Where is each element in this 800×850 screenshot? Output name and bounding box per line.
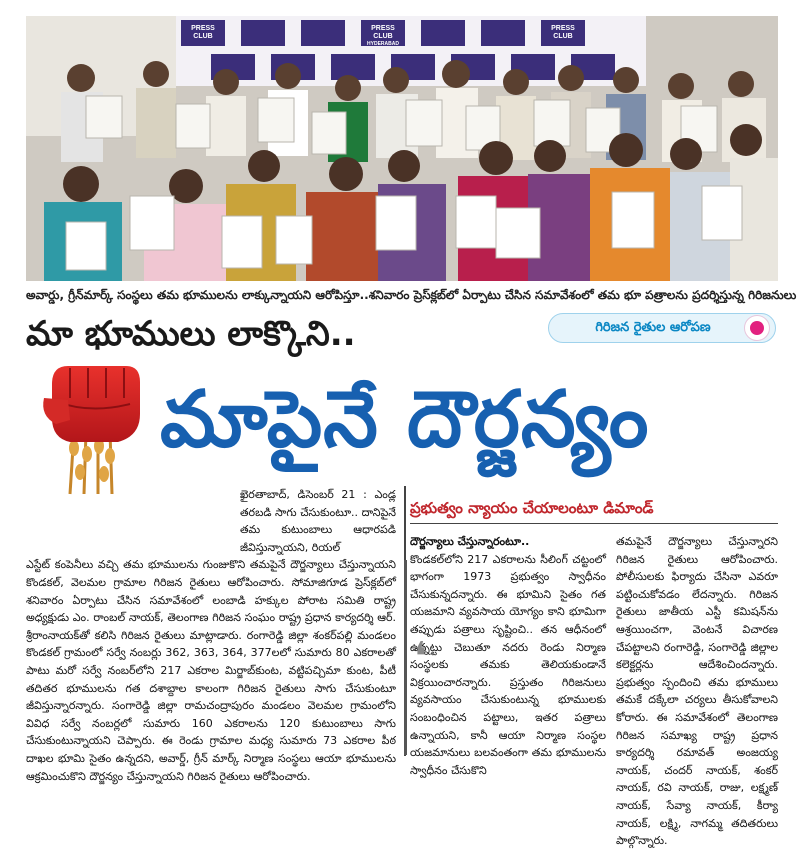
banner-text-press-3: PRESS <box>551 25 575 32</box>
dot-icon <box>750 321 764 335</box>
article-dateline: ఖైరతాబాద్‌, డిసెంబర్‌ 21 : ఎండ్ల తరబడి సాగు చేసుకుంటూ.. దానిపైనే తమ కుటుంబాలు ఆధారపడి జీవిస్తున్నాయని, రియల్‌ <box>240 488 396 554</box>
banner-text-press-2: PRESS <box>371 25 395 32</box>
headline-kicker: మా భూములు లాక్కొని.. <box>26 314 356 354</box>
tag-label: గిరిజన రైతుల ఆరోపణ <box>595 320 711 335</box>
headline-main: మాపైనే దౌర్జన్యం <box>160 375 650 465</box>
article-paragraph-1: ఎస్టేట్‌ కంపెనీలు వచ్చి తమ భూములను గుంజుకొని తమపైనే దౌర్జన్యాలు చేస్తున్నాయని కొండకల్‌, వెలమల గ్రామాల గిరిజన రైతులు ఆరోపించారు. సోమాజిగూడ ప్రెస్‌క్లబ్‌లో శనివారం ఏర్పాటు చేసిన సమావేశంలో లంబాడి హక్కుల పోరాట సమితి రాష్ట్ర అధ్యక్షుడు ఎం. రాంబల్‌ నాయక్‌, తెలంగాణ గిరిజన సంఘం రాష్ట్ర ప్రధాన కార్యదర్శి ఆర్‌. శ్రీరాంనాయక్‌తో కలిసి గిరిజన రైతులు మాట్లాడారు. రంగారెడ్డి జిల్లా శంకర్‌పల్లి మండలం కొండకల్‌ గ్రామంలో సర్వే నంబర్లు 362, 363, 364, 377లలో సుమారు 80 ఎకరాలతో పాటు మరో సర్వే నంబర్‌లోని 217 ఎకరాల మిర్జాబ్‌కుంట, వట్టిపచ్చిమా కుంట, పీటీ తదితర భూములను గత దశాబ్దాల కాలంగా గిరిజన రైతులు సాగు చేసుకుంటూ జీవిస్తున్నారన్నారు. సంగారెడ్డి జిల్లా రామచంద్రాపురం మండలం వెలమల గ్రామంలోని వివిధ సర్వే నంబర్లలో సుమారు 160 ఎకరాలను 120 కుటుంబాలు సాగు చేసుకుంటున్నాయని చెప్పారు. ఈ రెండు గ్రామాల మధ్య సుమారు 73 ఎకరాల పీఠ దాఖల భూమి సైతం ఉన్నదని, అవార్డ్‌, గ్రీన్‌ మార్క్‌ నిర్మాణ సంస్థలు ఆయా భూములను ఆక్రమించుకొని దౌర్జన్యం చేస్తున్నాయని గిరిజన రైతులు ఆరోపించారు. <box>26 558 396 783</box>
subhead-underline <box>410 523 778 524</box>
news-photo <box>26 16 778 281</box>
article-column-left <box>26 486 396 785</box>
article-column-right <box>616 533 778 850</box>
article-paragraph-3: తమపైనే దౌర్జన్యాలు చేస్తున్నారని గిరిజన రైతులు ఆరోపించారు. పోలీసులకు ఫిర్యాదు చేసినా ఎవరూ పట్టించుకోవడం లేదన్నారు. గిరిజన రైతులు జాతీయ ఎస్టీ కమిషన్‌ను ఆశ్రయించగా, వెంటనే విచారణ చేపట్టాలని రంగారెడ్డి, సంగారెడ్డి జిల్లాల కలెక్టర్లను ఆదేశించిందన్నారు. ప్రభుత్వం స్పందించి తమ భూములు తమకే దక్కేలా చర్యలు తీసుకోవాలని కోరారు. ఈ సమావేశంలో తెలంగాణ గిరిజన సమాఖ్య రాష్ట్ర ప్రధాన కార్యదర్శి రమావత్‌ అంజయ్య నాయక్‌, చందర్‌ నాయక్‌, శంకర్‌ నాయక్‌, రవి నాయక్‌, రాజు, లక్ష్మణ్‌ నాయక్‌, సేవ్యా నాయక్‌, కీర్యా నాయక్‌, లక్ష్మి, నాగమ్మ తదితరులు పాల్గొన్నారు. <box>616 535 778 848</box>
svg-text:❛: ❛ <box>414 634 427 680</box>
quote-mark-icon <box>404 560 444 755</box>
photo-illustration <box>26 16 778 281</box>
subheadline: ప్రభుత్వం న్యాయం చేయాలంటూ డిమాండ్‌ <box>410 499 654 517</box>
banner-text-press: PRESS <box>191 25 215 32</box>
article-paragraph-2: కొండకల్‌లోని 217 ఎకరాలను సీలింగ్‌ చట్టంలో భాగంగా 1973 ప్రభుత్వం స్వాధీనం చేసుకున్నదన్నారు. ఈ భూమిని సైతం గత యజమాని వ్యవసాయ యోగ్యం కాని భూమిగా తప్పుడు పత్రాలు సృష్టించి.. తన ఆధీనంలో ఉన్నట్టు చెబుతూ నదరు రెండు నిర్మాణ సంస్థలకు తమకు తెలియకుండానే విక్రయించారన్నారు. ప్రస్తుతం గిరిజనులు వ్యవసాయం చేసుకుంటున్న భూములకు సంబంధించిన పట్టాలు, ఇతర పత్రాలు ఉన్నాయని, కానీ ఆయా నిర్మాణ సంస్థల యజమానులు బలవంతంగా తమ భూములను స్వాధీనం చేసుకొని <box>410 552 606 777</box>
banner-text-club: CLUB <box>193 33 213 40</box>
banner-text-city: HYDERABAD <box>367 41 399 47</box>
photo-caption: అవార్డు, గ్రీన్‌మార్క్‌ సంస్థలు తమ భూములను లాక్కున్నాయని ఆరోపిస్తూ..శనివారం ప్రెస్‌క్లబ్‌లో ఏర్పాటు చేసిన సమావేశంలో తమ భూ పత్రాలను ప్రదర్శిస్తున్న గిరిజనులు <box>26 288 797 302</box>
raised-fist-icon <box>30 354 154 494</box>
banner-text-club-2: CLUB <box>373 33 393 40</box>
mid-lead: దౌర్జన్యాలు చేస్తున్నారంటూ.. <box>410 535 530 548</box>
banner-text-club-3: CLUB <box>553 33 573 40</box>
